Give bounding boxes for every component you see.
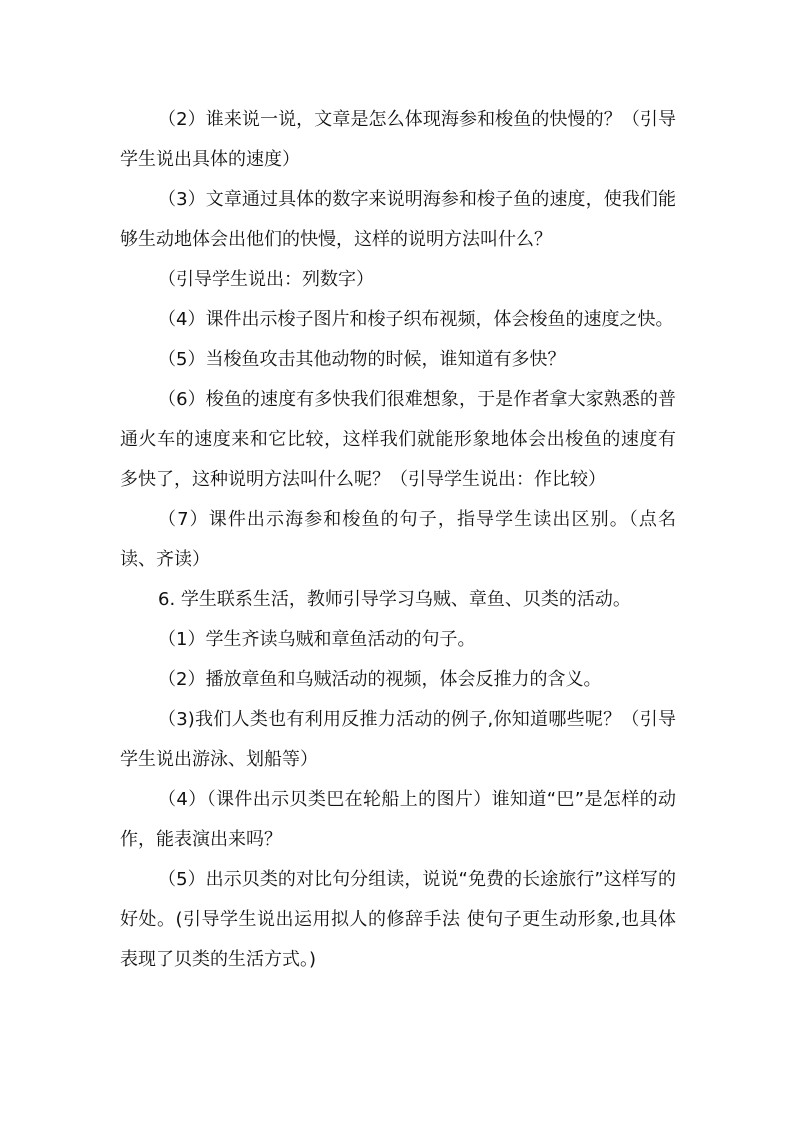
paragraph: （3)我们人类也有利用反推力活动的例子,你知道哪些呢？（引导学生说出游泳、划船等）	[120, 709, 676, 770]
paragraph: （2）播放章鱼和乌贼活动的视频，体会反推力的含义。	[158, 669, 602, 690]
paragraph: 6. 学生联系生活，教师引导学习乌贼、章鱼、贝类的活动。	[158, 589, 631, 610]
paragraph: （2）谁来说一说，文章是怎么体现海参和梭鱼的快慢的？（引导学生说出具体的速度）	[120, 109, 676, 170]
paragraph: （5）当梭鱼攻击其他动物的时候，谁知道有多快？	[158, 349, 566, 370]
document-body	[120, 100, 676, 980]
paragraph: （3）文章通过具体的数字来说明海参和梭子鱼的速度，使我们能够生动地体会出他们的快慢，这样的说明方法叫什么？	[120, 189, 676, 250]
paragraph: （6）梭鱼的速度有多快我们很难想象，于是作者拿大家熟悉的普通火车的速度来和它比较，这样我们就能形象地体会出梭鱼的速度有多快了，这种说明方法叫什么呢？（引导学生说出：作比较）	[120, 389, 676, 490]
paragraph: （1）学生齐读乌贼和章鱼活动的句子。	[158, 629, 476, 650]
paragraph: （5）出示贝类的对比句分组读，说说“免费的长途旅行”这样写的好处。(引导学生说出运用拟人的修辞手法 使句子更生动形象,也具体表现了贝类的生活方式。)	[120, 869, 676, 970]
paragraph: （引导学生说出：列数字）	[158, 269, 374, 290]
paragraph: （4）（课件出示贝类巴在轮船上的图片）谁知道“巴”是怎样的动作，能表演出来吗？	[120, 789, 676, 850]
paragraph: （4）课件出示梭子图片和梭子织布视频，体会梭鱼的速度之快。	[158, 309, 674, 330]
paragraph: （7）课件出示海参和梭鱼的句子，指导学生读出区别。（点名读、齐读）	[120, 509, 676, 570]
